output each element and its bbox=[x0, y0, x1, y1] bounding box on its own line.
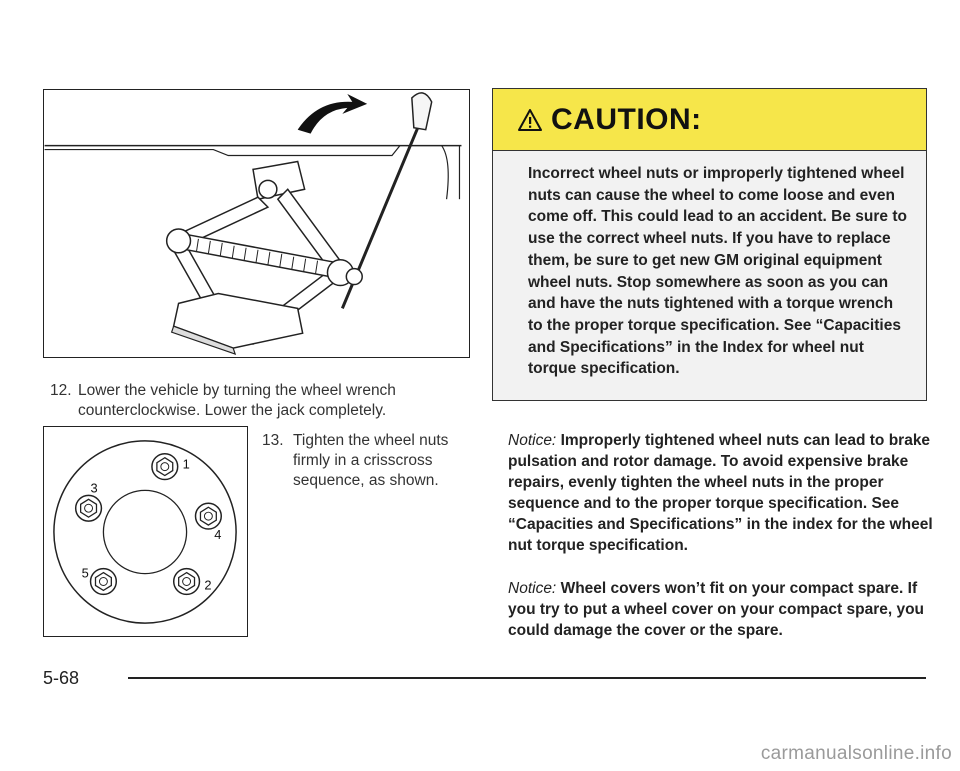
notice-label: Notice: bbox=[508, 580, 557, 597]
lug-nut-sequence-diagram bbox=[43, 426, 248, 637]
step-12 bbox=[50, 381, 470, 421]
lug-nut-1-icon bbox=[152, 454, 178, 480]
lug-label-4: 4 bbox=[214, 526, 222, 542]
notice-label: Notice: bbox=[508, 432, 557, 449]
page-number: 5-68 bbox=[43, 668, 80, 688]
warning-triangle-icon bbox=[517, 108, 543, 132]
scissor-jack-drawing bbox=[44, 90, 469, 357]
watermark-text: carmanualsonline.info bbox=[760, 743, 952, 764]
footer-rule bbox=[128, 677, 926, 679]
caution-box bbox=[492, 88, 927, 401]
step-13 bbox=[262, 431, 462, 491]
step-number: 12. bbox=[50, 382, 72, 399]
notice-text: Improperly tightened wheel nuts can lead to brake pulsation and rotor damage. To avoid expensive brake repairs, evenly tighten the wheel nuts in the proper sequence and to the proper torque specification. See “Capacities and Specifications” in the index for the wheel nut torque specification. bbox=[508, 432, 933, 554]
notice-text: Wheel covers won’t fit on your compact spare. If you try to put a wheel cover on your compact spare, you could damage the cover or the spare. bbox=[508, 580, 925, 639]
lug-label-5: 5 bbox=[81, 565, 89, 581]
lug-label-1: 1 bbox=[182, 456, 190, 472]
lug-nut-2-icon bbox=[174, 569, 200, 595]
caution-text: Incorrect wheel nuts or improperly tightened wheel nuts can cause the wheel to come loose and even come off. This could lead to an accident. Be sure to use the correct wheel nuts. If you have to replace them, be sure to get new GM original equipment wheel nuts. Stop somewhere as soon as you can and have the nuts tightened with a torque wrench to the proper torque specification. See “Capacities and Specifications” in the Index for wheel nut torque specification. bbox=[528, 165, 907, 378]
step-number: 13. bbox=[262, 432, 284, 449]
lug-label-3: 3 bbox=[90, 480, 98, 496]
notice-wheel-covers bbox=[508, 578, 933, 641]
lug-nut-3-icon bbox=[76, 495, 102, 521]
step-text: Lower the vehicle by turning the wheel wrench counterclockwise. Lower the jack completely. bbox=[78, 382, 396, 419]
jack-illustration bbox=[43, 89, 470, 358]
caution-header bbox=[493, 89, 926, 151]
step-text: Tighten the wheel nuts firmly in a crisscross sequence, as shown. bbox=[293, 432, 449, 489]
lug-nut-4-icon bbox=[196, 503, 222, 529]
lug-label-2: 2 bbox=[204, 577, 212, 593]
caution-title: CAUTION: bbox=[551, 102, 702, 136]
wheel-hub-drawing bbox=[44, 427, 247, 636]
rotation-arrow-icon bbox=[298, 94, 367, 134]
notice-brake-pulsation bbox=[508, 430, 933, 556]
lug-nut-5-icon bbox=[91, 569, 117, 595]
